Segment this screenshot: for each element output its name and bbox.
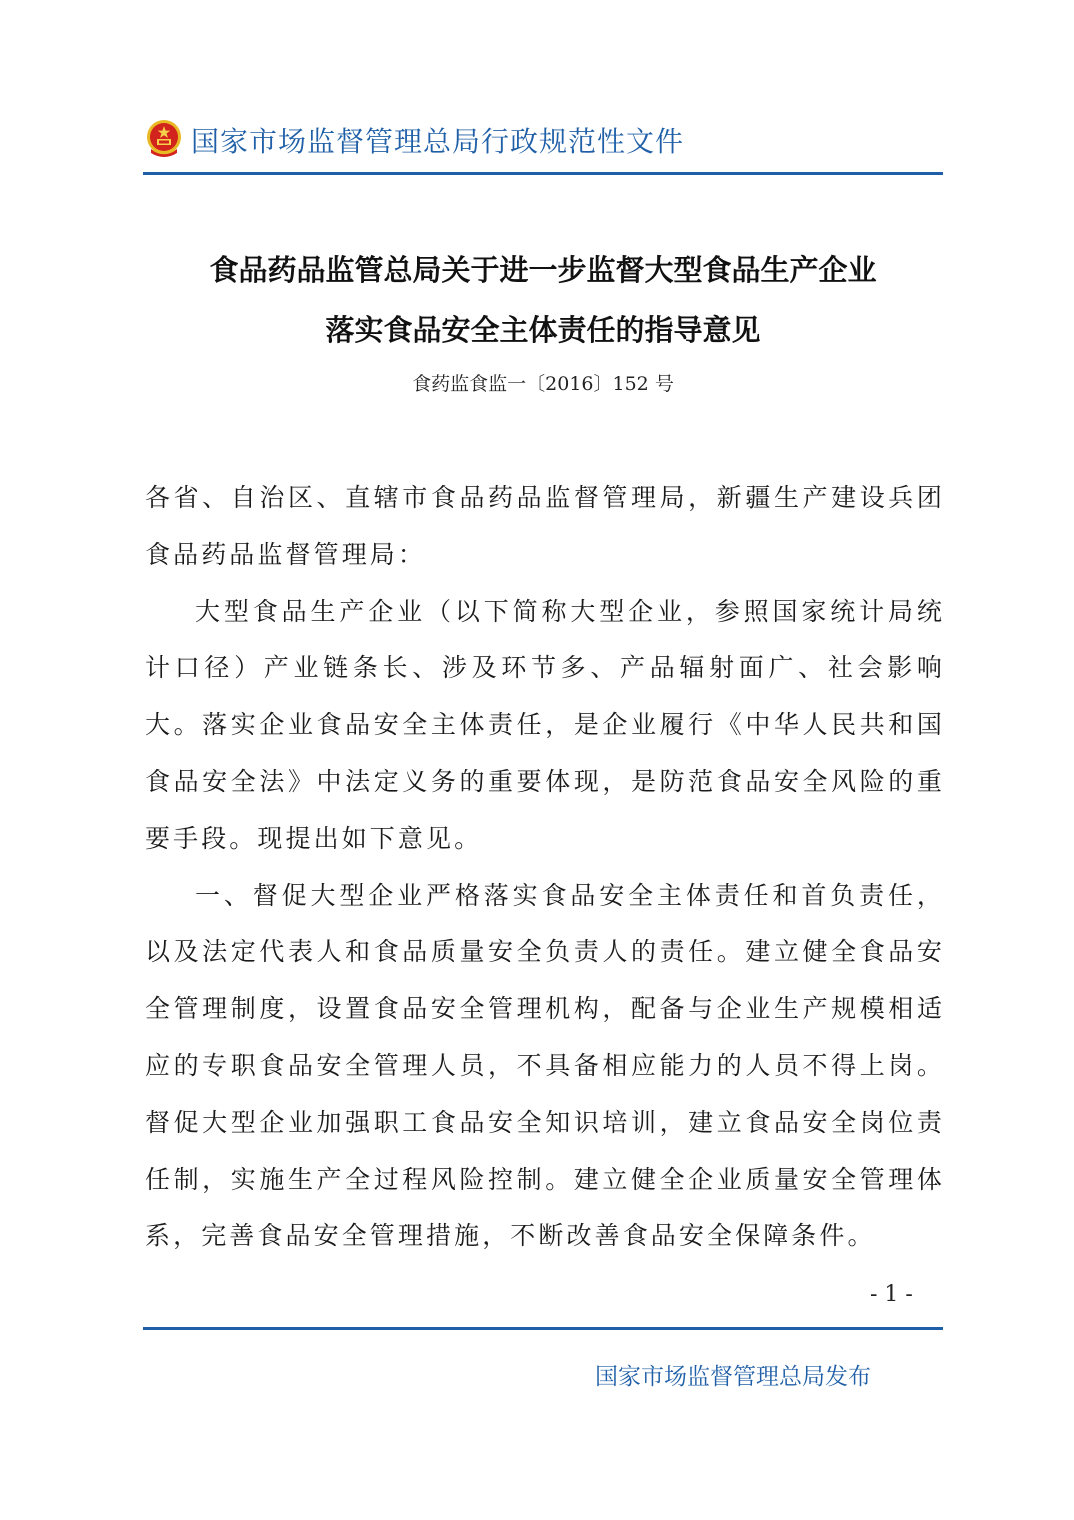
header-divider — [143, 172, 943, 175]
page-number: - 1 - — [870, 1282, 913, 1307]
document-title-line2: 落实食品安全主体责任的指导意见 — [325, 313, 761, 347]
document-title-line1: 食品药品监管总局关于进一步监督大型食品生产企业 — [209, 253, 877, 287]
paragraph-section-1: 一、督促大型企业严格落实食品安全主体责任和首负责任，以及法定代表人和食品质量安全负责人的责任。建立健全食品安全管理制度，设置食品安全管理机构，配备与企业生产规模相适应的专职食品安全管理人员，不具备相应能力的人员不得上岗。督促大型企业加强职工食品安全知识培训，建立食品安全岗位责任制，实施生产全过程风险控制。建立健全企业质量安全管理体系，完善食品安全管理措施，不断改善食品安全保障条件。 — [145, 880, 945, 1251]
addressee: 各省、自治区、直辖市食品药品监督管理局，新疆生产建设兵团食品药品监督管理局： — [145, 483, 945, 569]
paragraph-intro: 大型食品生产企业（以下简称大型企业，参照国家统计局统计口径）产业链条长、涉及环节多、产品辐射面广、社会影响大。落实企业食品安全主体责任，是企业履行《中华人民共和国食品安全法》中法定义务的重要体现，是防范食品安全风险的重要手段。现提出如下意见。 — [145, 596, 945, 853]
header-title: 国家市场监督管理总局行政规范性文件 — [191, 125, 685, 158]
document-header — [145, 115, 684, 165]
document-number: 食药监食监一〔2016〕152 号 — [412, 373, 674, 395]
footer-divider — [143, 1327, 943, 1330]
document-body — [145, 470, 945, 1265]
national-emblem-icon — [145, 119, 183, 161]
footer-publisher: 国家市场监督管理总局发布 — [595, 1364, 871, 1390]
